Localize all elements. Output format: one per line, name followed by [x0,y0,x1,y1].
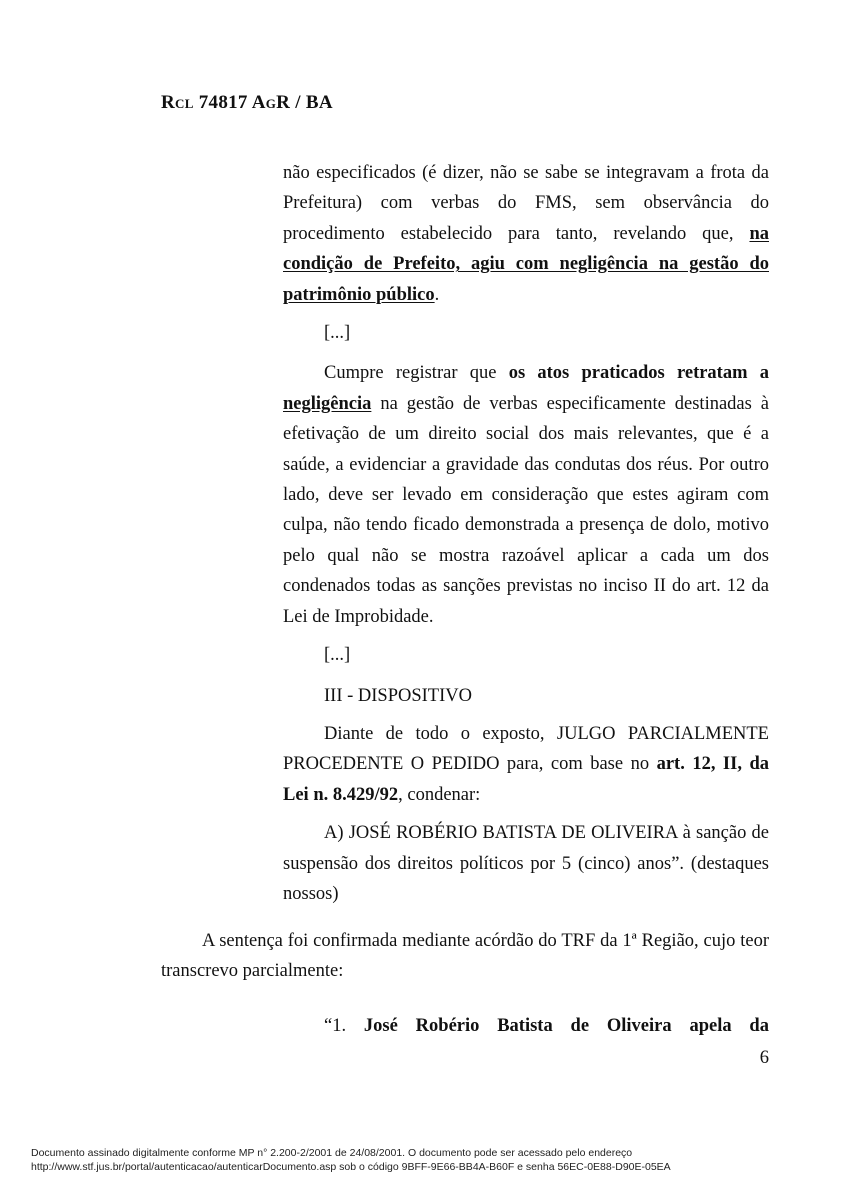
citation-word: de [570,1016,590,1036]
citation-word: da [749,1016,769,1036]
quote-p2-underlined: negligência [283,393,372,414]
citation-word: apela [689,1016,732,1036]
quote-p2-start: Cumpre registrar que [324,363,509,384]
citation-word: Batista [497,1016,553,1036]
quote-p2-rest: na gestão de verbas especificamente destinadas à efetivação de um direito social dos mais relevantes, que é a saúde, a evidenciar a gravidade das condutas dos réus. Por outro lado, deve ser levado em consideração que estes agiram com culpa, não tendo ficado demonstrada a presença de dolo, motivo pelo qual não se mostra razoável aplicar a cada um dos condenados todas as sanções previstas no inciso II do art. 12 da Lei de Improbidade. [283,393,769,627]
case-header [161,92,333,114]
quote-p1-end: . [434,284,440,305]
quote-p1-text: não especificados (é dizer, não se sabe se integravam a frota da Prefeitura) com verbas do FMS, sem observância do procedimento estabelecido para tanto, revelando que, [283,163,769,244]
body-paragraph [161,926,769,987]
footer-line-2: http://www.stf.jus.br/portal/autenticacao/autenticarDocumento.asp sob o código 9BFF-9E66-BB4A-B60F e senha 56EC-0E88-D90E-05EA [31,1161,671,1173]
case-state: / BA [290,92,333,113]
signature-footer [31,1146,831,1174]
quoted-judgment [283,158,769,917]
quote-p3-start: Diante de todo o exposto, JULGO PARCIALMENTE PROCEDENTE O PEDIDO para, com base no [283,723,769,775]
quote-paragraph-4: A) JOSÉ ROBÉRIO BATISTA DE OLIVEIRA à sanção de suspensão dos direitos políticos por 5 (cinco) anos”. (destaques nossos) [283,823,769,904]
citation-number: “1. [324,1016,347,1036]
citation-word: Oliveira [606,1016,672,1036]
quote-p3-end: , condenar: [398,784,481,805]
quote-paragraph-1 [283,158,769,310]
footer-line-1: Documento assinado digitalmente conforme MP n° 2.200-2/2001 de 24/08/2001. O documento pode ser acessado pelo endereço [31,1147,633,1159]
citation-line [324,1011,769,1041]
ellipsis-1: [...] [324,323,351,344]
quote-paragraph-3 [283,719,769,810]
section-heading: III - DISPOSITIVO [324,685,472,706]
quote-p1-emphasis: na condição de Prefeito, agiu com negligência na gestão do patrimônio público [283,223,769,305]
ellipsis-2: [...] [324,645,351,666]
page-number: 6 [759,1048,769,1068]
quote-paragraph-2 [283,358,769,632]
citation-word: Robério [415,1016,480,1036]
case-number: Rcl 74817 AgR [161,92,291,113]
quote-p2-bold: os atos praticados retratam a [508,363,770,384]
citation-word: José [363,1016,398,1036]
quote-p3-bold: art. 12, II, da Lei n. 8.429/92 [283,754,769,805]
body-paragraph-text: A sentença foi confirmada mediante acórdão do TRF da 1ª Região, cujo teor transcrevo parcialmente: [161,931,769,982]
